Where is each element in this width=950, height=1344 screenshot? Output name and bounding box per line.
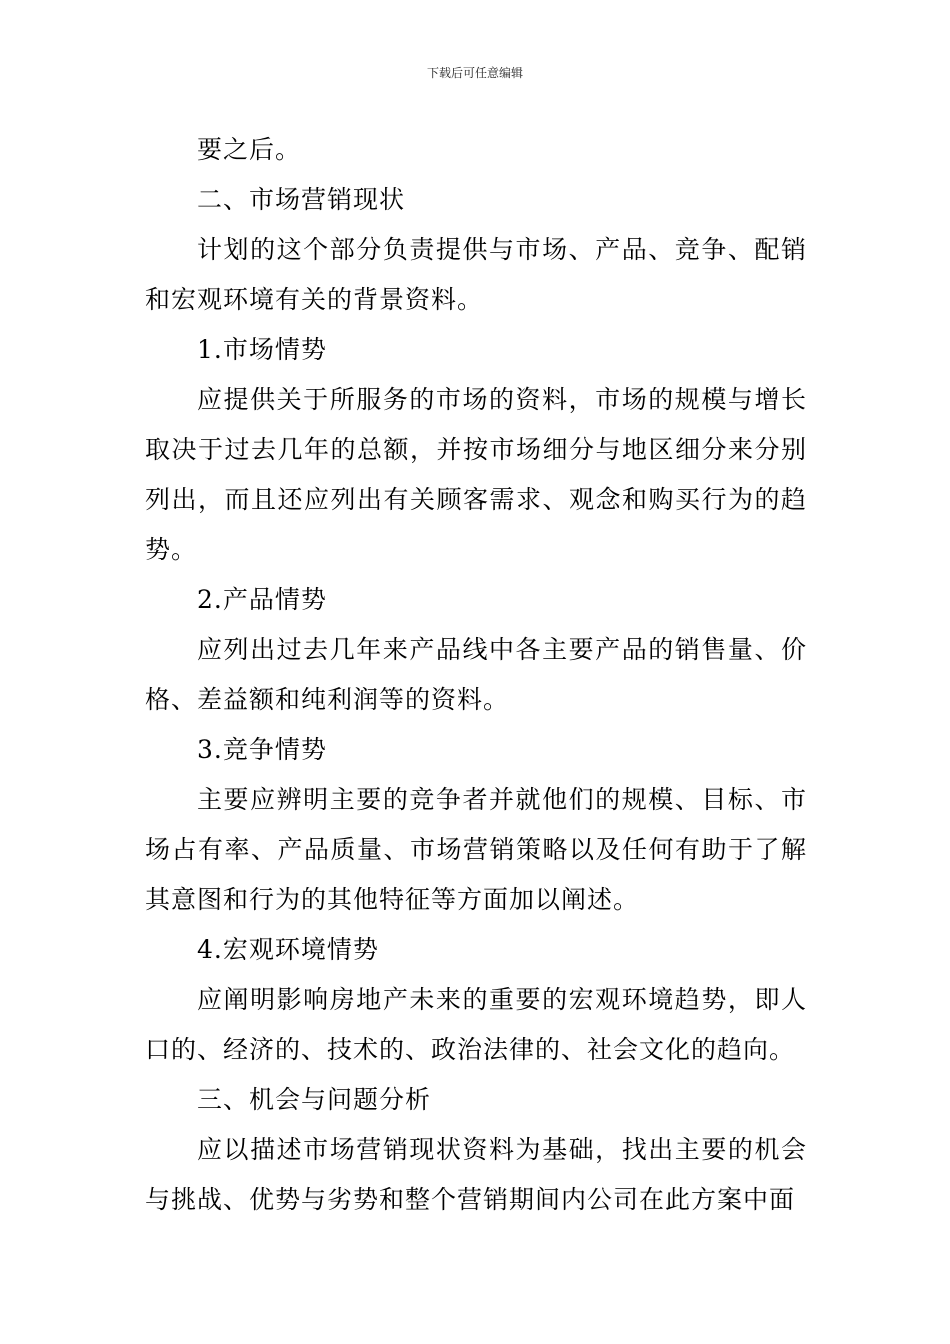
paragraph-product-situation: 应列出过去几年来产品线中各主要产品的销售量、价格、差益额和纯利润等的资料。 [145,635,807,714]
subheading-macro-environment: 4.宏观环境情势 [197,935,379,964]
paragraph-continuation: 要之后。 [197,135,302,164]
paragraph-opportunity-analysis: 应以描述市场营销现状资料为基础，找出主要的机会与挑战、优势与劣势和整个营销期间内公司在此方案中面 [145,1135,807,1214]
section-heading-opportunity-analysis: 三、机会与问题分析 [197,1085,432,1114]
paragraph-market-situation: 应提供关于所服务的市场的资料，市场的规模与增长取决于过去几年的总额，并按市场细分与地区细分来分别列出，而且还应列出有关顾客需求、观念和购买行为的趋势。 [145,385,807,564]
subheading-product-situation: 2.产品情势 [197,585,327,614]
page-header: 下载后可任意编辑 [426,66,523,80]
paragraph-macro-environment: 应阐明影响房地产未来的重要的宏观环境趋势，即人口的、经济的、技术的、政治法律的、社会文化的趋向。 [145,985,807,1064]
subheading-competition-situation: 3.竞争情势 [197,735,327,764]
subheading-market-situation: 1.市场情势 [197,335,327,364]
section-heading-market-status: 二、市场营销现状 [197,185,406,214]
document-body [145,125,807,1225]
paragraph-competition-situation: 主要应辨明主要的竞争者并就他们的规模、目标、市场占有率、产品质量、市场营销策略以及任何有助于了解其意图和行为的其他特征等方面加以阐述。 [145,785,807,914]
paragraph-market-status: 计划的这个部分负责提供与市场、产品、竞争、配销和宏观环境有关的背景资料。 [145,235,807,314]
